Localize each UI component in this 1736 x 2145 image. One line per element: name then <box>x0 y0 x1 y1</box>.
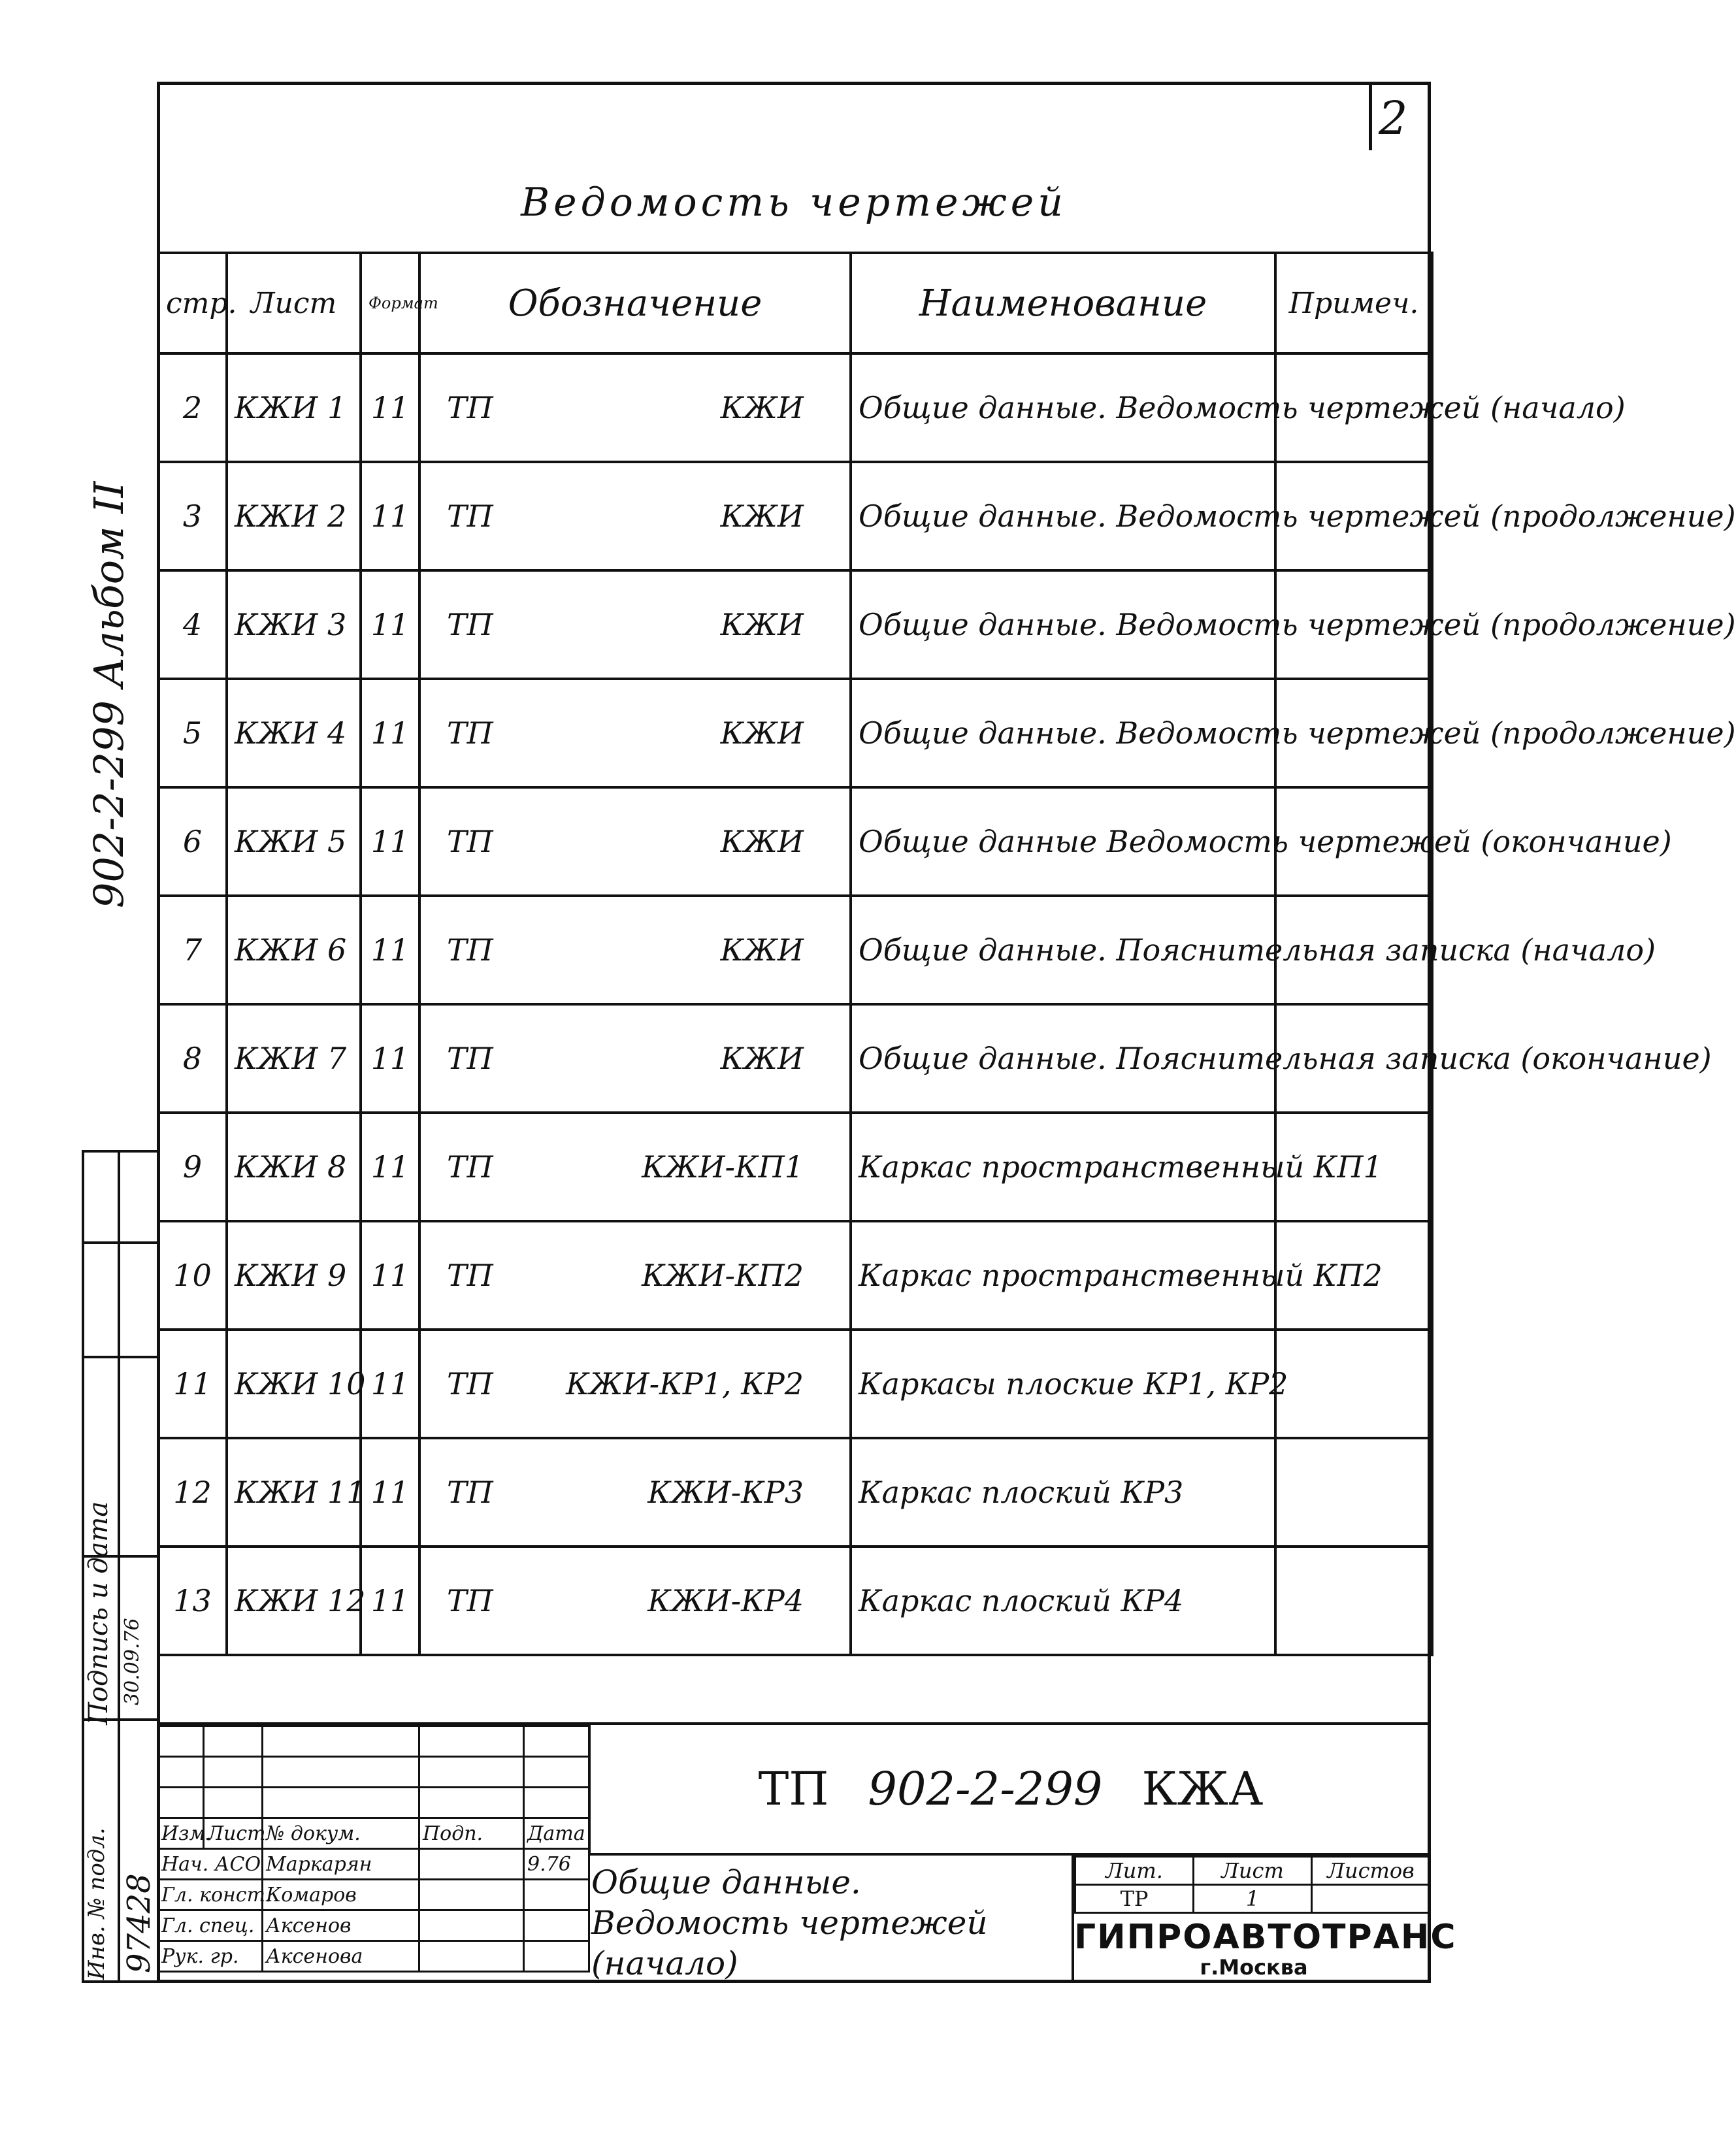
table-body <box>158 353 1736 1655</box>
sheet-value: 1 <box>1194 1885 1312 1913</box>
designation-prefix: ТП <box>447 390 493 425</box>
designation-prefix: ТП <box>447 1258 493 1293</box>
cell-page: 13 <box>158 1547 227 1655</box>
col-header-note: Примеч. <box>1275 253 1432 353</box>
designation-code: КЖИ <box>720 499 804 534</box>
code-number: 902-2-299 <box>868 1762 1103 1816</box>
table-row <box>158 1221 1432 1330</box>
cell-designation <box>419 1330 851 1438</box>
cell-page: 7 <box>158 896 227 1004</box>
cell-sheet: КЖИ 2 <box>227 462 361 570</box>
staff-signature <box>419 1880 524 1910</box>
staff-signature <box>419 1941 524 1972</box>
cell-page: 12 <box>158 1438 227 1547</box>
cell-format: 11 <box>361 1221 419 1330</box>
cell-sheet: КЖИ 12 <box>227 1547 361 1655</box>
sheets-value <box>1312 1885 1430 1913</box>
table-header-row <box>158 253 1432 353</box>
cell-format: 11 <box>361 1330 419 1438</box>
designation-code: КЖИ-КП1 <box>642 1149 804 1185</box>
code-prefix: ТП <box>758 1762 829 1816</box>
table-row <box>158 896 1432 1004</box>
cell-page: 5 <box>158 679 227 787</box>
cell-designation <box>419 1438 851 1547</box>
cell-page: 3 <box>158 462 227 570</box>
cell-page: 4 <box>158 570 227 679</box>
table-row <box>158 570 1432 679</box>
cell-sheet: КЖИ 7 <box>227 1004 361 1113</box>
designation-prefix: ТП <box>447 1583 493 1618</box>
staff-role: Гл. конст. <box>158 1880 263 1910</box>
sign-date-value: 30.09.76 <box>121 1618 144 1705</box>
cell-sheet: КЖИ 5 <box>227 787 361 896</box>
staff-row <box>158 1849 589 1880</box>
cell-name: Каркасы плоские КР1, КР2 <box>851 1330 1275 1438</box>
staff-row <box>158 1941 589 1972</box>
designation-prefix: ТП <box>447 1475 493 1510</box>
sig-cell <box>158 1757 204 1788</box>
signature-table <box>157 1725 590 1973</box>
document-code <box>588 1725 1431 1856</box>
cell-name: Каркас плоский КР3 <box>851 1438 1275 1547</box>
designation-code: КЖИ-КР4 <box>647 1583 804 1618</box>
cell-format: 11 <box>361 679 419 787</box>
designation-prefix: ТП <box>447 499 493 534</box>
designation-prefix: ТП <box>447 932 493 968</box>
cell-note <box>1275 1547 1432 1655</box>
cell-designation <box>419 787 851 896</box>
table-row <box>158 1547 1432 1655</box>
sig-header-row <box>158 1818 589 1849</box>
cell-format: 11 <box>361 1438 419 1547</box>
sig-empty-row <box>158 1757 589 1788</box>
staff-signature <box>419 1910 524 1941</box>
cell-format: 11 <box>361 570 419 679</box>
cell-designation <box>419 679 851 787</box>
sheet-label: Лист <box>1194 1857 1312 1885</box>
cell-note <box>1275 1438 1432 1547</box>
cell-format: 11 <box>361 353 419 462</box>
staff-row <box>158 1880 589 1910</box>
cell-designation <box>419 1547 851 1655</box>
cell-page: 10 <box>158 1221 227 1330</box>
cell-format: 11 <box>361 896 419 1004</box>
cell-name: Каркас плоский КР4 <box>851 1547 1275 1655</box>
cell-format: 11 <box>361 1547 419 1655</box>
sig-cell <box>524 1757 589 1788</box>
cell-format: 11 <box>361 1004 419 1113</box>
code-suffix: КЖА <box>1141 1762 1264 1816</box>
cell-name: Каркас пространственный КП2 <box>851 1221 1275 1330</box>
cell-sheet: КЖИ 11 <box>227 1438 361 1547</box>
designation-code: КЖИ-КП2 <box>642 1258 804 1293</box>
lit-value: ТР <box>1075 1885 1194 1913</box>
designation-prefix: ТП <box>447 1366 493 1401</box>
inv-value: 97428 <box>121 1873 157 1973</box>
cell-name: Каркас пространственный КП1 <box>851 1113 1275 1221</box>
designation-code: КЖИ <box>720 390 804 425</box>
sig-header: Изм. <box>158 1818 204 1849</box>
cell-format: 11 <box>361 1113 419 1221</box>
col-header-sheet: Лист <box>227 253 361 353</box>
cell-format: 11 <box>361 787 419 896</box>
designation-prefix: ТП <box>447 607 493 642</box>
cell-name: Общие данные. Пояснительная записка (окончание) <box>851 1004 1275 1113</box>
cell-page: 6 <box>158 787 227 896</box>
sig-cell <box>263 1788 419 1818</box>
designation-code: КЖИ <box>720 607 804 642</box>
sig-cell <box>419 1788 524 1818</box>
sig-cell <box>419 1726 524 1757</box>
sig-header: № докум. <box>263 1818 419 1849</box>
designation-prefix: ТП <box>447 824 493 859</box>
sig-cell <box>204 1788 263 1818</box>
cell-name: Общие данные Ведомость чертежей (окончание) <box>851 787 1275 896</box>
sig-empty-row <box>158 1788 589 1818</box>
staff-role: Гл. спец. <box>158 1910 263 1941</box>
col-header-designation: Обозначение <box>419 253 851 353</box>
staff-name: Аксенов <box>263 1910 419 1941</box>
cell-name: Общие данные. Ведомость чертежей (продолжение) <box>851 679 1275 787</box>
staff-role: Рук. гр. <box>158 1941 263 1972</box>
sig-cell <box>419 1757 524 1788</box>
table-row <box>158 353 1432 462</box>
sig-cell <box>524 1726 589 1757</box>
lit-label: Лит. <box>1075 1857 1194 1885</box>
margin-line <box>82 1356 157 1358</box>
sig-cell <box>158 1726 204 1757</box>
cell-note <box>1275 1330 1432 1438</box>
sig-header: Дата <box>524 1818 589 1849</box>
cell-page: 11 <box>158 1330 227 1438</box>
titleblock-meta <box>1072 1856 1457 1983</box>
sig-cell <box>263 1757 419 1788</box>
staff-date: 9.76 <box>524 1849 589 1880</box>
cell-name: Общие данные. Ведомость чертежей (продолжение) <box>851 570 1275 679</box>
sig-empty-row <box>158 1726 589 1757</box>
margin-divider <box>118 1150 120 1983</box>
sheets-label: Листов <box>1312 1857 1430 1885</box>
cell-designation <box>419 462 851 570</box>
table-row <box>158 1438 1432 1547</box>
cell-page: 2 <box>158 353 227 462</box>
sig-header: Лист <box>204 1818 263 1849</box>
staff-signature <box>419 1849 524 1880</box>
designation-code: КЖИ <box>720 932 804 968</box>
staff-name: Комаров <box>263 1880 419 1910</box>
titleblock-description: Общие данные. Ведомость чертежей (начало) <box>591 1863 988 1982</box>
sig-cell <box>524 1788 589 1818</box>
cell-designation <box>419 570 851 679</box>
staff-date <box>524 1941 589 1972</box>
sig-cell <box>204 1757 263 1788</box>
table-row <box>158 1113 1432 1221</box>
title-block <box>157 1725 1457 1983</box>
drawings-register-table <box>157 252 1736 1656</box>
document-title: Ведомость чертежей <box>521 180 1067 225</box>
sig-cell <box>204 1726 263 1757</box>
sig-cell <box>263 1726 419 1757</box>
cell-designation <box>419 1004 851 1113</box>
organization-city: г.Москва <box>1200 1955 1308 1980</box>
sign-date-label: Подпись и дата <box>84 1501 114 1725</box>
staff-role: Нач. АСО <box>158 1849 263 1880</box>
designation-prefix: ТП <box>447 1041 493 1076</box>
cell-name: Общие данные. Ведомость чертежей (продолжение) <box>851 462 1275 570</box>
cell-designation <box>419 353 851 462</box>
cell-sheet: КЖИ 8 <box>227 1113 361 1221</box>
table-row <box>158 1004 1432 1113</box>
cell-sheet: КЖИ 9 <box>227 1221 361 1330</box>
designation-code: КЖИ <box>720 715 804 751</box>
staff-date <box>524 1910 589 1941</box>
cell-name: Общие данные. Пояснительная записка (начало) <box>851 896 1275 1004</box>
cell-sheet: КЖИ 10 <box>227 1330 361 1438</box>
sig-header: Подп. <box>419 1818 524 1849</box>
designation-prefix: ТП <box>447 1149 493 1185</box>
staff-name: Маркарян <box>263 1849 419 1880</box>
cell-sheet: КЖИ 6 <box>227 896 361 1004</box>
col-header-format: Формат <box>361 253 419 353</box>
cell-designation <box>419 1113 851 1221</box>
cell-sheet: КЖИ 4 <box>227 679 361 787</box>
cell-sheet: КЖИ 3 <box>227 570 361 679</box>
staff-name: Аксенова <box>263 1941 419 1972</box>
cell-sheet: КЖИ 1 <box>227 353 361 462</box>
organization-name: ГИПРОАВТОТРАНС <box>1074 1918 1457 1957</box>
col-header-page: стр. <box>158 253 227 353</box>
table-row <box>158 679 1432 787</box>
album-label: 902-2-299 Альбом II <box>85 481 133 908</box>
table-row <box>158 787 1432 896</box>
designation-code: КЖИ <box>720 824 804 859</box>
staff-date <box>524 1880 589 1910</box>
designation-code: КЖИ-КР3 <box>647 1475 804 1510</box>
cell-page: 8 <box>158 1004 227 1113</box>
designation-prefix: ТП <box>447 715 493 751</box>
designation-code: КЖИ <box>720 1041 804 1076</box>
sig-cell <box>158 1788 204 1818</box>
staff-row <box>158 1910 589 1941</box>
cell-designation <box>419 896 851 1004</box>
inv-label: Инв. № подл. <box>84 1827 110 1980</box>
sheet-number: 2 <box>1379 91 1408 145</box>
margin-line <box>82 1241 157 1244</box>
blank-row <box>157 1663 1431 1725</box>
col-header-name: Наименование <box>851 253 1275 353</box>
cell-name: Общие данные. Ведомость чертежей (начало) <box>851 353 1275 462</box>
table-row <box>158 1330 1432 1438</box>
cell-designation <box>419 1221 851 1330</box>
cell-format: 11 <box>361 462 419 570</box>
cell-page: 9 <box>158 1113 227 1221</box>
designation-code: КЖИ-КР1, КР2 <box>566 1366 804 1401</box>
table-row <box>158 462 1432 570</box>
